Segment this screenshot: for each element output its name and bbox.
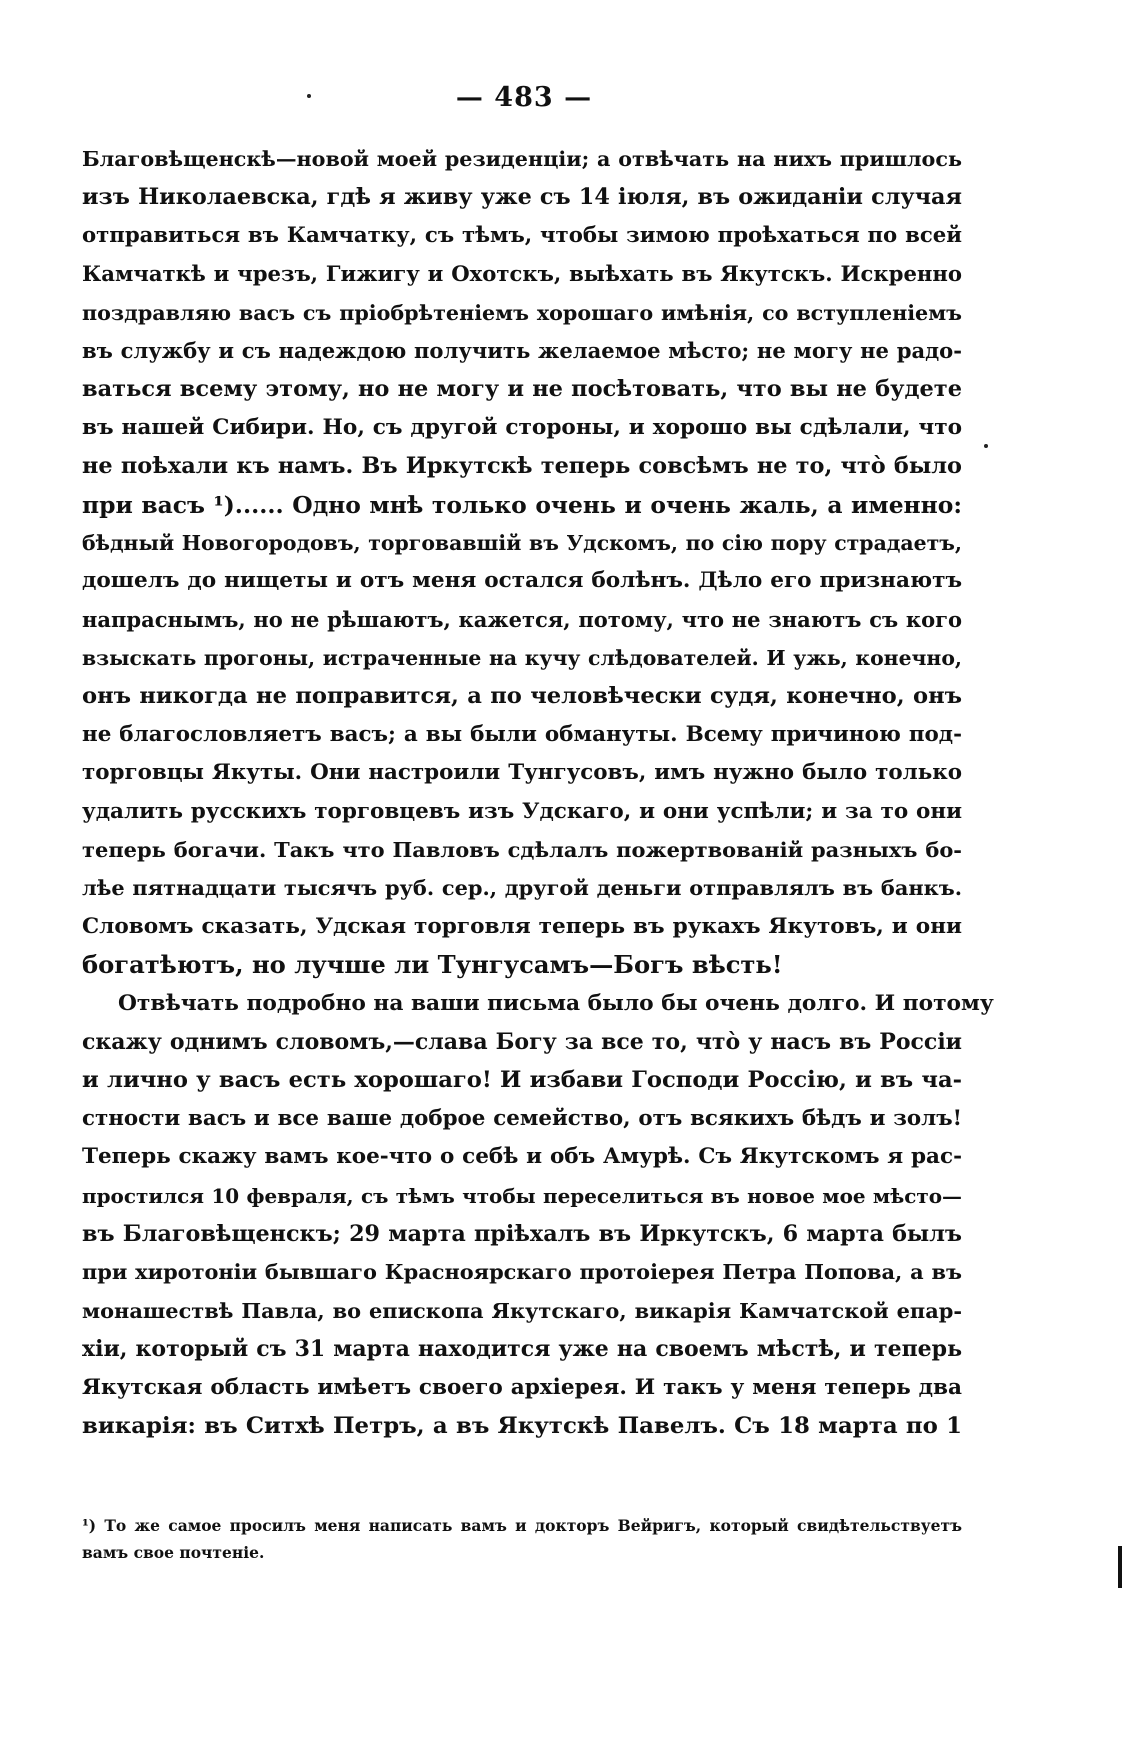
text-line: Благовѣщенскѣ—новой моей резиденціи; а отвѣчать на нихъ пришлось	[82, 147, 962, 171]
text-line: Теперь скажу вамъ кое-что о себѣ и объ Амурѣ. Съ Якутскомъ я рас-	[82, 1144, 962, 1170]
text-line: при васъ ¹)...... Одно мнѣ только очень и очень жаль, а именно:	[82, 490, 962, 519]
text-line: бѣдный Новогородовъ, торговавшій въ Удскомъ, по сію пору страдаетъ,	[82, 530, 962, 555]
text-line: Словомъ сказать, Удская торговля теперь въ рукахъ Якутовъ, и они	[82, 913, 962, 939]
text-line: поздравляю васъ съ пріобрѣтеніемъ хорошаго имѣнія, со вступленіемъ	[82, 300, 962, 325]
text-line: и лично у васъ есть хорошаго! И избави Господи Россію, и въ ча-	[82, 1067, 962, 1094]
text-line: въ нашей Сибири. Но, съ другой стороны, и хорошо вы сдѣлали, что	[82, 414, 962, 440]
text-line: напраснымъ, но не рѣшаютъ, кажется, потому, что не знаютъ съ кого	[82, 606, 962, 632]
paragraph-end-line: богатѣютъ, но лучше ли Тунгусамъ—Богъ вѣсть!	[82, 950, 783, 980]
text-line: лѣе пятнадцати тысячъ руб. сер., другой деньги отправлялъ въ банкъ.	[82, 875, 962, 901]
text-line: при хиротоніи бывшаго Красноярскаго протоіерея Петра Попова, а въ	[82, 1259, 962, 1285]
text-line: монашествѣ Павла, во епископа Якутскаго, викарія Камчатской епар-	[82, 1297, 962, 1323]
text-line: Якутская область имѣетъ своего архіерея. И такъ у меня теперь два	[82, 1374, 962, 1400]
text-line: въ Благовѣщенскъ; 29 марта пріѣхалъ въ Иркутскъ, 6 марта былъ	[82, 1220, 962, 1247]
text-line: Камчаткѣ и чрезъ, Гижигу и Охотскъ, выѣхать въ Якутскъ. Искренно	[82, 261, 962, 287]
paragraph-start-line: Отвѣчать подробно на ваши письма было бы очень долго. И потому	[118, 990, 994, 1016]
page-number: — 483 —	[455, 82, 593, 113]
text-line: скажу однимъ словомъ,—слава Богу за все то, чтò у насъ въ Россіи	[82, 1028, 962, 1055]
text-line: простился 10 февраля, съ тѣмъ чтобы переселиться въ новое мое мѣсто—	[82, 1183, 962, 1208]
text-line: изъ Николаевска, гдѣ я живу уже съ 14 іюля, въ ожиданіи случая	[82, 184, 962, 211]
text-line: викарія: въ Ситхѣ Петръ, а въ Якутскѣ Павелъ. Съ 18 марта по 1	[82, 1412, 962, 1439]
text-line: стности васъ и все ваше доброе семейство, отъ всякихъ бѣдъ и золъ!	[82, 1105, 962, 1131]
text-line: хіи, который съ 31 марта находится уже на своемъ мѣстѣ, и теперь	[82, 1336, 962, 1363]
text-line: отправиться въ Камчатку, съ тѣмъ, чтобы зимою проѣхаться по всей	[82, 222, 962, 248]
text-line: не поѣхали къ намъ. Въ Иркутскѣ теперь совсѣмъ не то, чтò было	[82, 453, 962, 480]
text-line: онъ никогда не поправится, а по человѣчески судя, конечно, онъ	[82, 683, 962, 710]
scan-edge-mark	[1118, 1546, 1122, 1588]
footnote-line: ¹) То же самое просилъ меня написать вамъ и докторъ Вейригъ, который свидѣтельствуетъ	[82, 1516, 962, 1535]
text-line: удалить русскихъ торговцевъ изъ Удскаго, и они успѣли; и за то они	[82, 798, 962, 824]
footnote-block	[82, 1512, 962, 1566]
text-line: дошелъ до нищеты и отъ меня остался болѣнъ. Дѣло его признаютъ	[82, 568, 962, 594]
stray-ink-dot	[984, 444, 988, 448]
text-line: торговцы Якуты. Они настроили Тунгусовъ, имъ нужно было только	[82, 760, 962, 786]
body-text	[82, 140, 994, 1445]
text-line: не благословляетъ васъ; а вы были обмануты. Всему причиною под-	[82, 721, 962, 747]
text-line: взыскать прогоны, истраченные на кучу слѣдователей. И ужь, конечно,	[82, 646, 962, 671]
text-line: теперь богачи. Такъ что Павловъ сдѣлалъ пожертвованій разныхъ бо-	[82, 837, 962, 863]
text-line: ваться всему этому, но не могу и не посѣтовать, что вы не будете	[82, 376, 962, 403]
footnote-line: вамъ свое почтеніе.	[82, 1543, 265, 1562]
text-line: въ службу и съ надеждою получить желаемое мѣсто; не могу не радо-	[82, 337, 962, 363]
